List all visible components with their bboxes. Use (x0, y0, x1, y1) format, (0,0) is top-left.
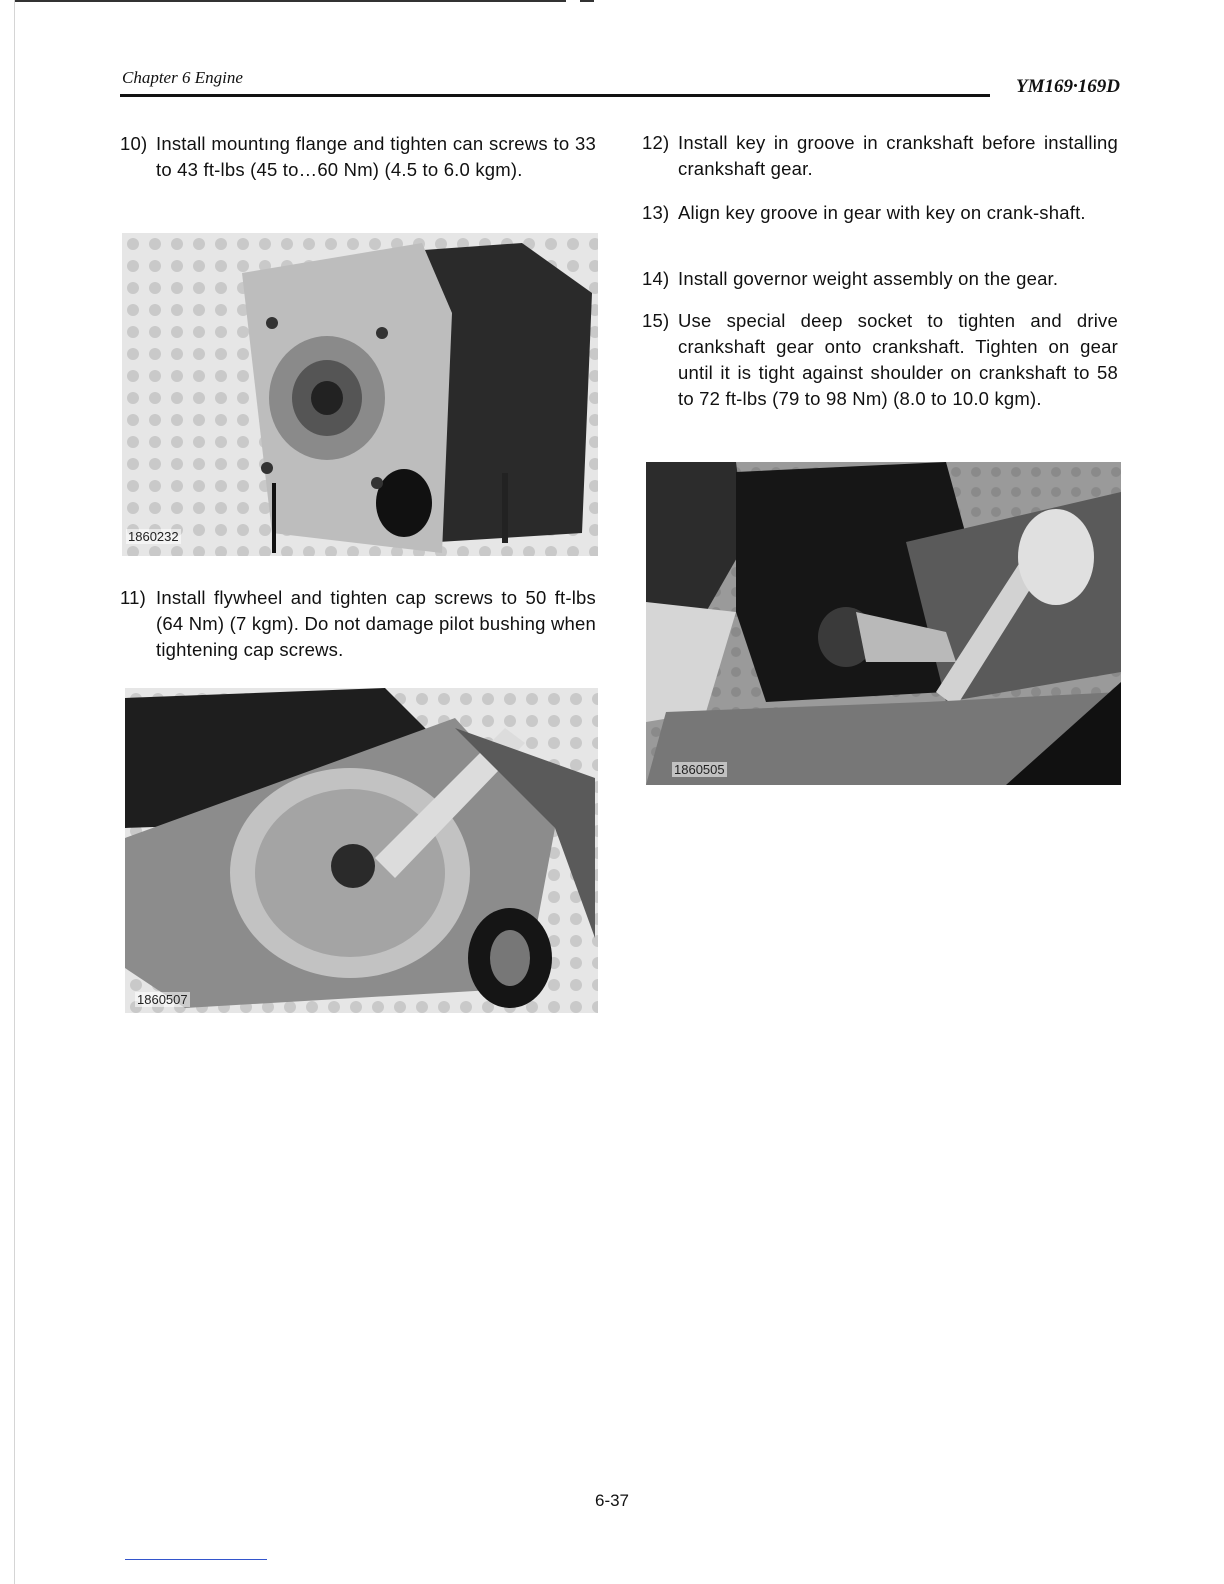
step-10 (120, 131, 596, 183)
page-number: 6-37 (594, 1491, 630, 1510)
engine-block-illustration (122, 233, 598, 556)
scan-edge-left (14, 0, 15, 1584)
figure-flywheel-photo (125, 688, 598, 1013)
footer-line (125, 1559, 267, 1560)
model-heading: YM169·169D (1016, 76, 1120, 97)
step-11 (120, 585, 596, 663)
step-number: 14) (642, 268, 670, 289)
step-13 (642, 200, 1118, 226)
step-text: Install mountıng flange and tighten can screws to 33 to 43 ft-lbs (45 to…60 Nm) (4.5 to 6.0 kgm). (156, 133, 596, 180)
scan-edge-top-fragment (580, 0, 594, 2)
header-rule (120, 94, 990, 97)
step-text: Use special deep socket to tighten and drive crankshaft gear onto crankshaft. Tighten on gear until it is tight against shoulder on crankshaft to 58 to 72 ft-lbs (79 to 98 Nm) (8.0 to 10.0 kgm). (678, 310, 1118, 409)
step-text: Install key in groove in crankshaft before installing crankshaft gear. (678, 132, 1118, 179)
step-number: 12) (642, 132, 670, 153)
flywheel-illustration (125, 688, 598, 1013)
step-14 (642, 266, 1118, 292)
step-text: Install flywheel and tighten cap screws to 50 ft-lbs (64 Nm) (7 kgm). Do not damage pilot bushing when tightening cap screws. (156, 587, 596, 660)
figure-crankshaft-gear-photo (646, 462, 1121, 785)
chapter-heading: Chapter 6 Engine (122, 68, 243, 87)
figure-id: 1860505 (674, 762, 725, 777)
step-number: 10) (120, 133, 148, 154)
step-15 (642, 308, 1118, 412)
figure-id: 1860232 (128, 529, 179, 544)
step-text: Align key groove in gear with key on crank-shaft. (678, 202, 1086, 223)
step-number: 13) (642, 202, 670, 223)
step-12 (642, 130, 1118, 182)
step-text: Install governor weight assembly on the gear. (678, 268, 1059, 289)
figure-id: 1860507 (137, 992, 188, 1007)
step-number: 15) (642, 310, 670, 331)
scan-edge-top (14, 0, 566, 2)
step-number: 11) (120, 587, 146, 608)
crankshaft-gear-illustration (646, 462, 1121, 785)
figure-mounting-flange-photo (122, 233, 598, 556)
